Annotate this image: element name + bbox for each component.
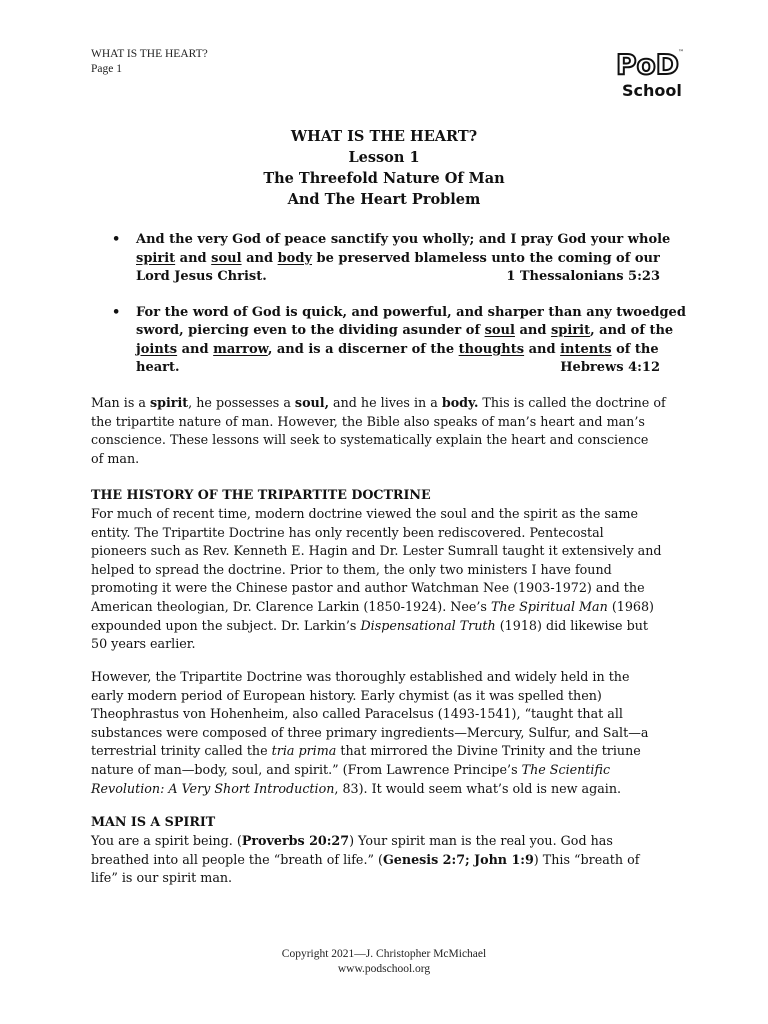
title-line-1: WHAT IS THE HEART? [290,128,478,145]
bullet-line: spirit and soul and body be preserved blameless unto the coming of our [136,250,660,266]
underlined-word: intents [560,341,612,357]
logo-trademark: ™ [678,49,684,56]
scripture-list [112,231,686,395]
underlined-word: joints [136,341,178,357]
spirit-paragraph: You are a spirit being. (Proverbs 20:27) Your spirit man is the real you. God has breathed into all people the “breath of life.” (Genesis 2:7; John 1:9) This “breath of life” is our spirit man. [91,833,640,886]
paracelsus-paragraph: However, the Tripartite Doctrine was thoroughly established and widely held in the early modern period of European history. Early chymist (as it was spelled then) Theophrastus von Hohenheim, also called Paracelsus (1493-1541), “taught that all substances were composed of three primary ingredients—Mercury, Sulfur, and Salt—a terrestrial trinity called the tria prima that mirrored the Divine Trinity and the triune nature of man—body, soul, and spirit.” (From Lawrence Principe’s The Scientific Revolution: A Very Short Introduction, 83). It would seem what’s old is new again. [91,669,649,796]
section-heading-spirit: MAN IS A SPIRIT [91,814,216,829]
underlined-word: soul [211,250,242,266]
underlined-word: marrow [213,341,268,357]
scripture-bullet [112,304,686,378]
underlined-word: spirit [550,323,591,338]
page-footer [0,947,768,977]
title-line-3: The Threefold Nature Of Man [263,170,505,187]
underlined-word: thoughts [458,341,525,357]
bullet-line: heart. Hebrews 4:12 [136,359,660,378]
lesson-title-block [0,126,768,210]
bullet-line: For the word of God is quick, and powerful, and sharper than any twoedged [136,304,686,320]
running-header [91,47,208,77]
bullet-line: Lord Jesus Christ. 1 Thessalonians 5:23 [136,268,660,287]
scripture-reference: Hebrews 4:12 [560,360,660,375]
pod-school-logo [612,44,690,100]
bullet-dot: • [112,232,121,247]
underlined-word: soul [484,323,515,338]
footer-copyright: Copyright 2021—J. Christopher McMichael [281,948,487,960]
history-paragraph: For much of recent time, modern doctrine viewed the soul and the spirit as the same entity. The Tripartite Doctrine has only recently been rediscovered. Pentecostal pioneers such as Rev. Kenneth E. Hagin and Dr. Lester Sumrall taught it extensively and helped to spread the doctrine. Prior to them, the only two ministers I have found promoting it were the Chinese pastor and author Watchman Nee (1903-1972) and the American theologian, Dr. Clarence Larkin (1850-1924). Nee’s The Spiritual Man (1968) expounded upon the subject. Dr. Larkin’s Dispensational Truth (1918) did likewise but 50 years earlier. [91,506,662,652]
bullet-line: And the very God of peace sanctify you wholly; and I pray God your whole [136,232,671,247]
header-page-number: Page 1 [91,63,122,75]
intro-paragraph: Man is a spirit, he possesses a soul, and he lives in a body. This is called the doctrine of the tripartite nature of man. However, the Bible also speaks of man’s heart and man’s conscience. These lessons will seek to systematically explain the heart and conscience of man. [91,395,666,466]
logo-school-text: School [622,81,682,100]
bullet-dot: • [112,304,121,320]
title-line-2: Lesson 1 [348,149,420,166]
logo-pod-text: PoD [616,48,679,81]
section-heading-history: THE HISTORY OF THE TRIPARTITE DOCTRINE [91,487,431,502]
bullet-line: joints and marrow, and is a discerner of the thoughts and intents of the [136,341,659,357]
scripture-bullet [112,231,671,287]
footer-url: www.podschool.org [337,963,431,975]
bullet-line: sword, piercing even to the dividing asunder of soul and spirit, and of the [136,323,674,338]
underlined-word: spirit [136,250,176,266]
scripture-reference: 1 Thessalonians 5:23 [506,269,660,284]
header-title: WHAT IS THE HEART? [91,48,208,60]
underlined-word: body [277,250,312,266]
title-line-4: And The Heart Problem [287,191,481,208]
